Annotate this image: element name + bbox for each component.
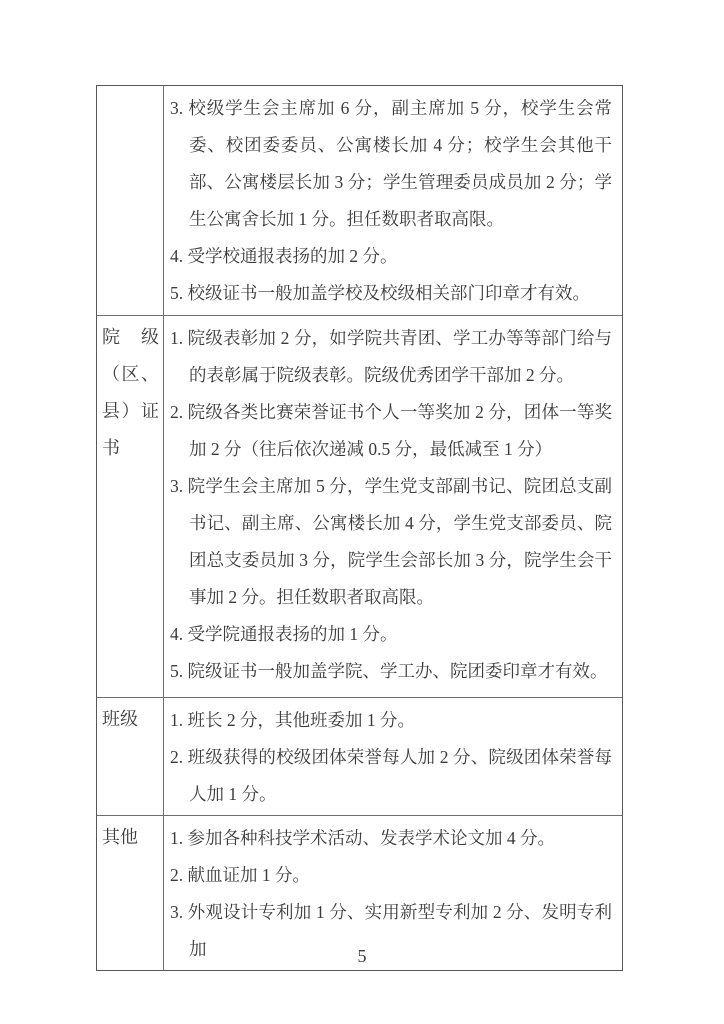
table-row <box>97 86 622 315</box>
rule-item: 3. 校级学生会主席加 6 分，副主席加 5 分，校学生会常委、校团委委员、公寓楼长加 4 分；校学生会其他干部、公寓楼层长加 3 分；学生管理委员成员加 2 分；学生公寓舍长加 1 分。担任数职者取高限。 <box>170 98 612 229</box>
score-rules-table <box>96 85 623 971</box>
rule-item: 1. 参加各种科技学术活动、发表学术论文加 4 分。 <box>170 828 555 848</box>
rule-item: 1. 院级表彰加 2 分，如学院共青团、学工办等等部门给与的表彰属于院级表彰。院级优秀团学干部加 2 分。 <box>170 328 612 385</box>
row-content <box>164 86 622 315</box>
row-label: 院级（区、县）证书 <box>97 316 164 697</box>
row-label <box>97 86 164 315</box>
rule-item: 4. 受学院通报表扬的加 1 分。 <box>170 624 398 644</box>
rule-item: 5. 院级证书一般加盖学院、学工办、院团委印章才有效。 <box>170 661 608 681</box>
row-content <box>164 698 622 815</box>
row-label: 其他 <box>97 816 164 970</box>
row-label: 班级 <box>97 698 164 815</box>
rule-item: 2. 院级各类比赛荣誉证书个人一等奖加 2 分，团体一等奖加 2 分（往后依次递减 0.5 分，最低减至 1 分） <box>170 402 612 459</box>
table-row <box>97 697 622 815</box>
table-row <box>97 315 622 697</box>
rule-item: 4. 受学校通报表扬的加 2 分。 <box>170 246 398 266</box>
page-number: 5 <box>357 946 367 966</box>
rule-item: 3. 院学生会主席加 5 分，学生党支部副书记、院团总支副书记、副主席、公寓楼长加 4 分，学生党支部委员、院团总支委员加 3 分，院学生会部长加 3 分，院学生会干事加 2 分。担任数职者取高限。 <box>170 476 612 607</box>
rule-item: 1. 班长 2 分，其他班委加 1 分。 <box>170 710 415 730</box>
rule-item: 5. 校级证书一般加盖学校及校级相关部门印章才有效。 <box>170 283 590 303</box>
row-content <box>164 316 622 697</box>
rule-item: 2. 献血证加 1 分。 <box>170 865 310 885</box>
rule-item: 2. 班级获得的校级团体荣誉每人加 2 分、院级团体荣誉每人加 1 分。 <box>170 747 612 804</box>
rule-item: 3. 外观设计专利加 1 分、实用新型专利加 2 分、发明专利加 <box>170 902 612 959</box>
